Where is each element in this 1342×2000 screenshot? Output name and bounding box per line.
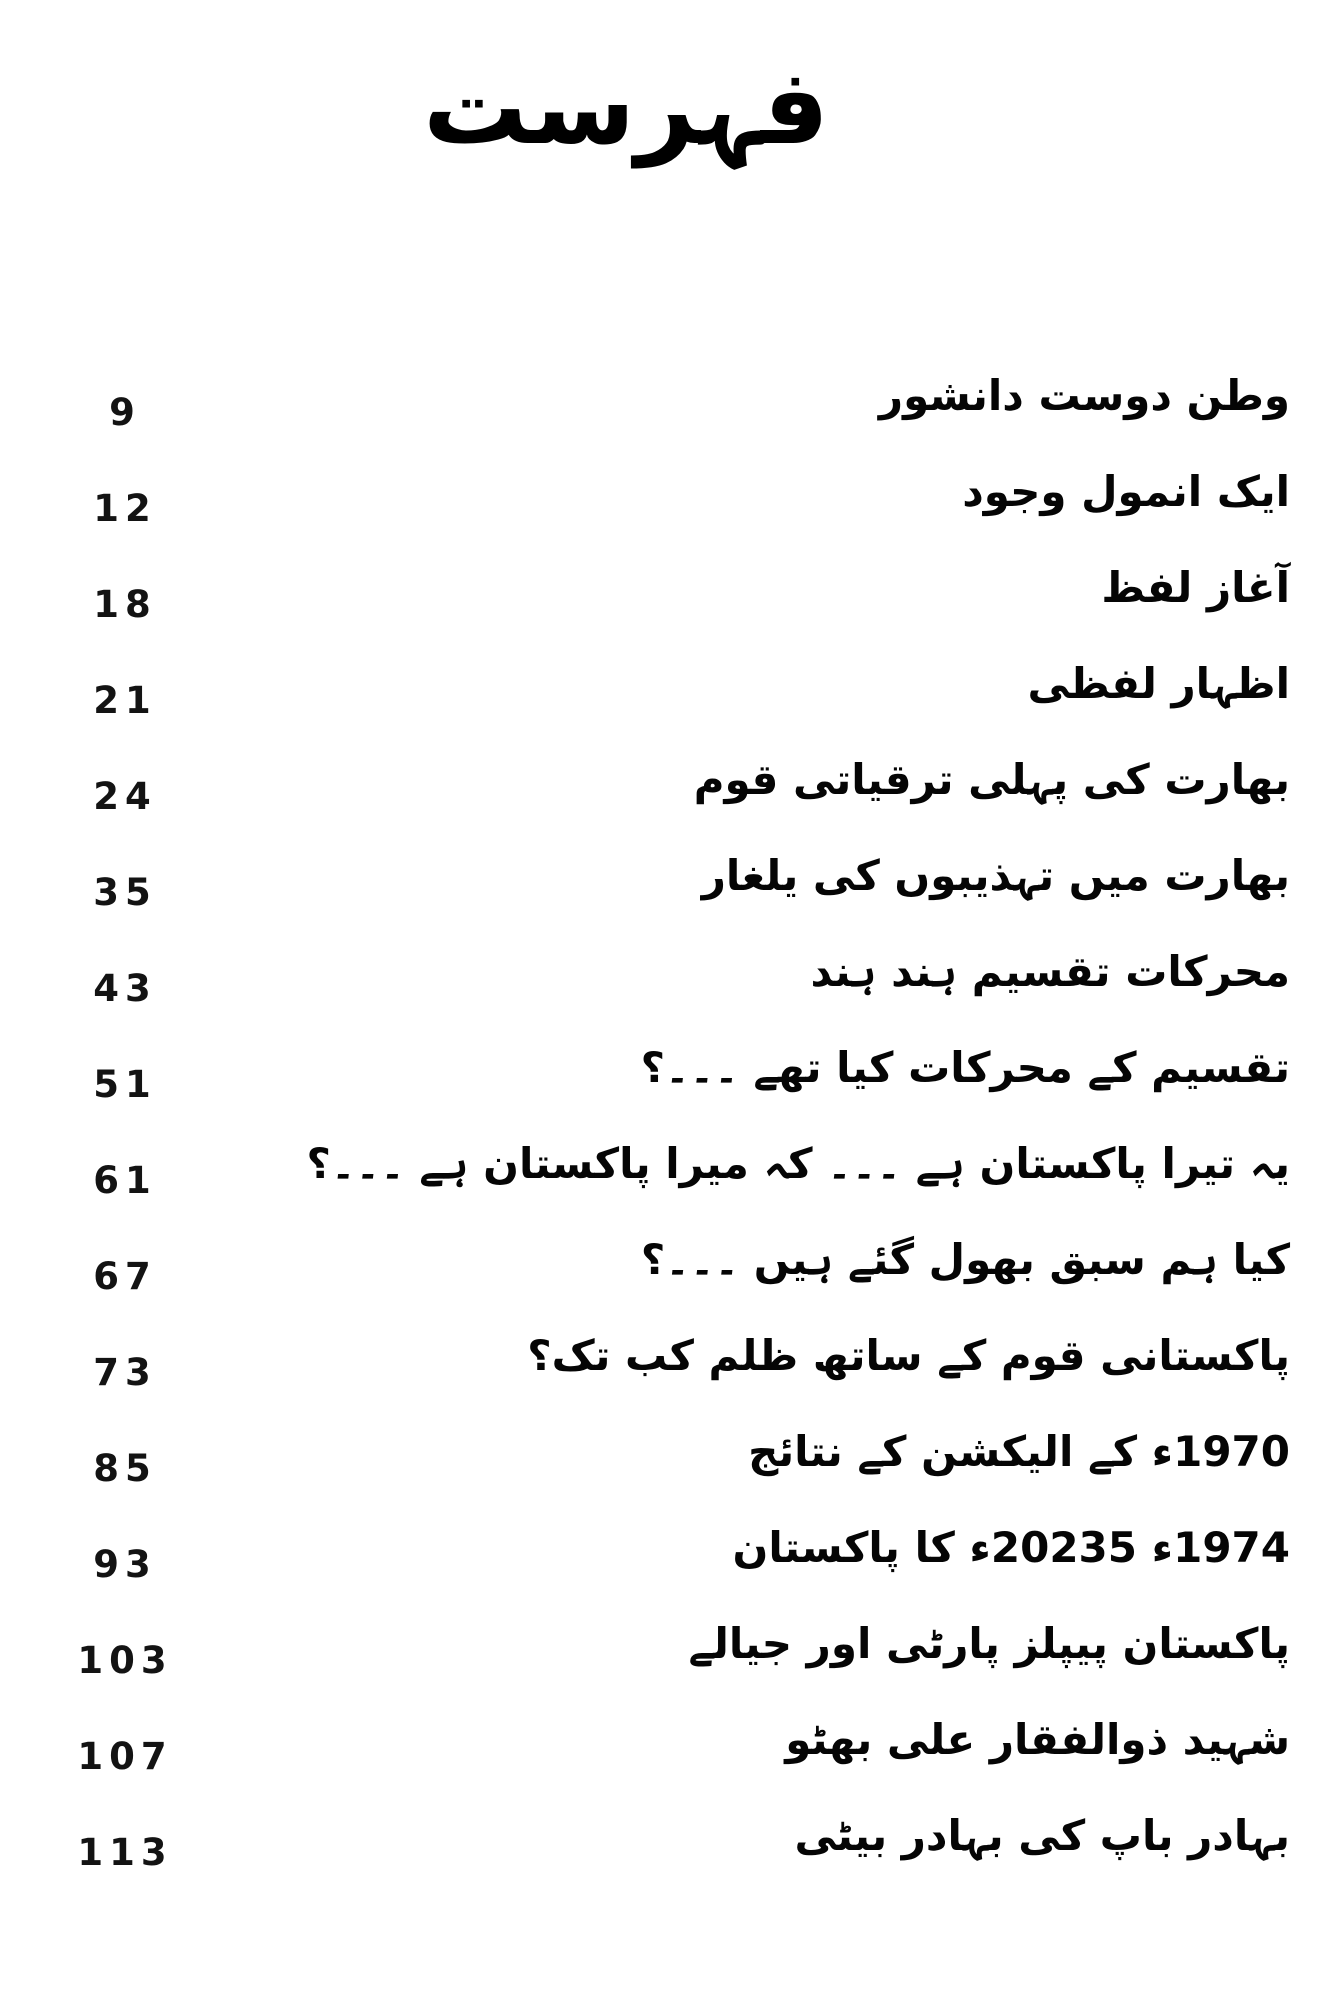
toc-row bbox=[0, 1792, 1342, 1888]
toc-row bbox=[0, 1696, 1342, 1792]
page-number: 93 bbox=[93, 1542, 157, 1586]
page-number: 9 bbox=[109, 390, 141, 434]
chapter-title: بھارت کی پہلی ترقیاتی قوم bbox=[693, 754, 1290, 804]
page-number: 73 bbox=[93, 1350, 157, 1394]
chapter-title: آغاز لفظ bbox=[1101, 562, 1290, 612]
chapter-title: کیا ہم سبق بھول گئے ہیں ۔۔۔؟ bbox=[640, 1234, 1290, 1284]
toc-row bbox=[0, 1600, 1342, 1696]
toc-row bbox=[0, 1216, 1342, 1312]
toc-row bbox=[0, 832, 1342, 928]
page-number: 61 bbox=[93, 1158, 157, 1202]
chapter-title: 1974ء 20235ء کا پاکستان bbox=[732, 1522, 1290, 1572]
toc-row bbox=[0, 1312, 1342, 1408]
toc-row bbox=[0, 448, 1342, 544]
toc-list bbox=[0, 352, 1342, 1888]
chapter-title: شہید ذوالفقار علی بھٹو bbox=[785, 1714, 1290, 1764]
page-number: 24 bbox=[93, 774, 157, 818]
chapter-title: بھارت میں تہذیبوں کی یلغار bbox=[701, 850, 1290, 900]
chapter-title: 1970ء کے الیکشن کے نتائج bbox=[748, 1426, 1290, 1476]
chapter-title: یہ تیرا پاکستان ہے ۔۔۔ کہ میرا پاکستان ہے ۔۔۔؟ bbox=[306, 1138, 1290, 1188]
chapter-title: ایک انمول وجود bbox=[962, 466, 1290, 516]
page-number: 67 bbox=[93, 1254, 157, 1298]
chapter-title: پاکستان پیپلز پارٹی اور جیالے bbox=[688, 1618, 1290, 1668]
page-number: 107 bbox=[77, 1734, 173, 1778]
page-number: 103 bbox=[77, 1638, 173, 1682]
chapter-title: بہادر باپ کی بہادر بیٹی bbox=[794, 1810, 1290, 1860]
toc-row bbox=[0, 736, 1342, 832]
page-title: فہرست bbox=[422, 46, 830, 168]
page-number: 43 bbox=[93, 966, 157, 1010]
toc-row bbox=[0, 640, 1342, 736]
page-number: 18 bbox=[93, 582, 157, 626]
page-number: 12 bbox=[93, 486, 157, 530]
page-number: 21 bbox=[93, 678, 157, 722]
toc-row bbox=[0, 1024, 1342, 1120]
toc-row bbox=[0, 1504, 1342, 1600]
toc-row bbox=[0, 1408, 1342, 1504]
page-number: 35 bbox=[93, 870, 157, 914]
chapter-title: محرکات تقسیم ہند ہند bbox=[810, 946, 1290, 996]
page-number: 85 bbox=[93, 1446, 157, 1490]
toc-row bbox=[0, 928, 1342, 1024]
page-number: 51 bbox=[93, 1062, 157, 1106]
page-number: 113 bbox=[77, 1830, 173, 1874]
toc-row bbox=[0, 544, 1342, 640]
toc-row bbox=[0, 1120, 1342, 1216]
chapter-title: تقسیم کے محرکات کیا تھے ۔۔۔؟ bbox=[640, 1042, 1290, 1092]
chapter-title: پاکستانی قوم کے ساتھ ظلم کب تک؟ bbox=[527, 1330, 1290, 1380]
toc-row bbox=[0, 352, 1342, 448]
chapter-title: وطن دوست دانشور bbox=[878, 370, 1290, 420]
chapter-title: اظہار لفظی bbox=[1027, 658, 1290, 708]
